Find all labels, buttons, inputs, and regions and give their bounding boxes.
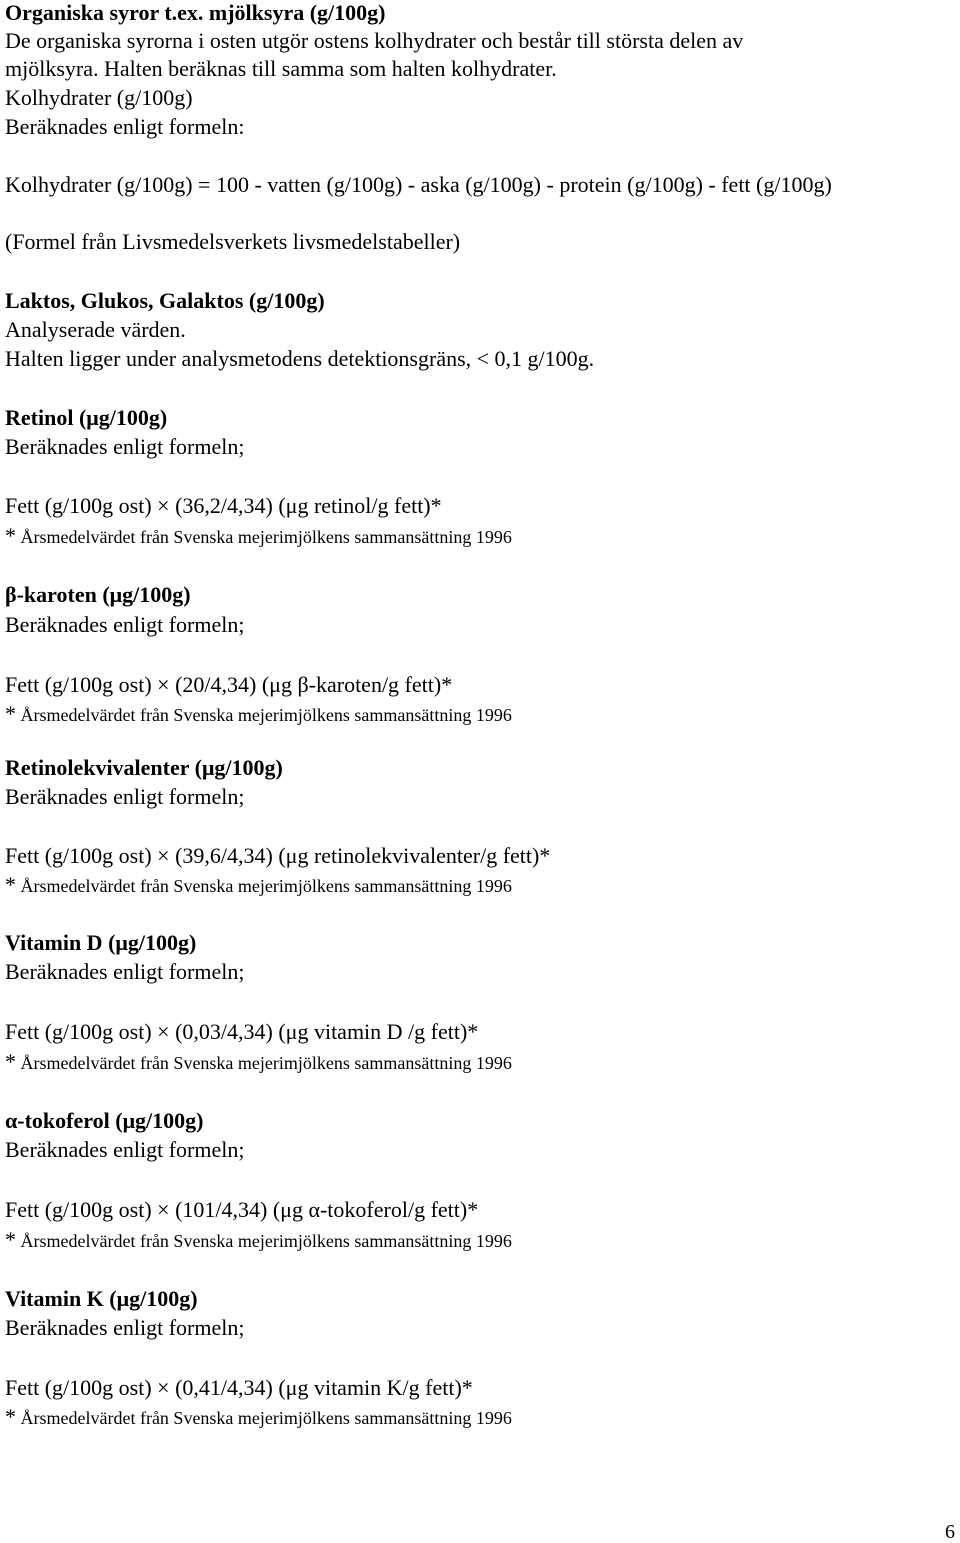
retinolekvivalenter-intro: Beräknades enligt formeln; <box>5 784 245 809</box>
footnote-star: * <box>5 1227 16 1252</box>
beta-karoten-intro: Beräknades enligt formeln; <box>5 612 245 637</box>
sugars-text-2: Halten ligger under analysmetodens detektionsgräns, < 0,1 g/100g. <box>5 346 595 371</box>
vitamin-k-heading: Vitamin K (μg/100g) <box>5 1286 198 1311</box>
footnote-text: Årsmedelvärdet från Svenska mejerimjölkens sammansättning 1996 <box>20 527 512 547</box>
footnote-star: * <box>5 701 16 726</box>
sugars-text-1: Analyserade värden. <box>5 317 186 342</box>
footnote-text: Årsmedelvärdet från Svenska mejerimjölkens sammansättning 1996 <box>20 1408 512 1428</box>
retinol-intro: Beräknades enligt formeln; <box>5 434 245 459</box>
vitamin-k-intro: Beräknades enligt formeln; <box>5 1315 245 1340</box>
footnote-star: * <box>5 1404 16 1429</box>
organic-acids-heading: Organiska syror t.ex. mjölksyra (g/100g) <box>5 0 386 25</box>
footnote-star: * <box>5 1049 16 1074</box>
vitamin-d-formula: Fett (g/100g ost) × (0,03/4,34) (μg vitamin D /g fett)* <box>5 1019 479 1044</box>
retinol-heading: Retinol (μg/100g) <box>5 405 168 430</box>
retinol-formula: Fett (g/100g ost) × (36,2/4,34) (μg retinol/g fett)* <box>5 493 442 518</box>
alpha-tokoferol-intro: Beräknades enligt formeln; <box>5 1137 245 1162</box>
vitamin-d-intro: Beräknades enligt formeln; <box>5 959 245 984</box>
alpha-tokoferol-formula: Fett (g/100g ost) × (101/4,34) (μg α-tokoferol/g fett)* <box>5 1197 479 1222</box>
carbohydrates-source: (Formel från Livsmedelsverkets livsmedelstabeller) <box>5 229 461 254</box>
footnote-text: Årsmedelvärdet från Svenska mejerimjölkens sammansättning 1996 <box>20 1053 512 1073</box>
footnote-star: * <box>5 523 16 548</box>
footnote-text: Årsmedelvärdet från Svenska mejerimjölkens sammansättning 1996 <box>20 1231 512 1251</box>
retinol-footnote <box>5 523 512 550</box>
vitamin-d-footnote <box>5 1049 512 1076</box>
carbohydrates-heading: Kolhydrater (g/100g) <box>5 85 193 110</box>
footnote-text: Årsmedelvärdet från Svenska mejerimjölkens sammansättning 1996 <box>20 705 512 725</box>
carbohydrates-intro: Beräknades enligt formeln: <box>5 114 245 139</box>
alpha-tokoferol-heading: α-tokoferol (μg/100g) <box>5 1108 204 1133</box>
beta-karoten-formula: Fett (g/100g ost) × (20/4,34) (μg β-karoten/g fett)* <box>5 672 453 697</box>
beta-karoten-footnote <box>5 701 512 728</box>
vitamin-k-formula: Fett (g/100g ost) × (0,41/4,34) (μg vitamin K/g fett)* <box>5 1375 473 1400</box>
vitamin-d-heading: Vitamin D (μg/100g) <box>5 930 197 955</box>
vitamin-k-footnote <box>5 1404 512 1431</box>
organic-acids-text-1: De organiska syrorna i osten utgör ostens kolhydrater och består till största delen av <box>5 28 744 53</box>
footnote-star: * <box>5 872 16 897</box>
organic-acids-text-2: mjölksyra. Halten beräknas till samma som halten kolhydrater. <box>5 56 557 81</box>
beta-karoten-heading: β-karoten (μg/100g) <box>5 582 191 607</box>
sugars-heading: Laktos, Glukos, Galaktos (g/100g) <box>5 288 325 313</box>
carbohydrates-formula: Kolhydrater (g/100g) = 100 - vatten (g/100g) - aska (g/100g) - protein (g/100g) - fett (g/100g) <box>5 172 832 197</box>
alpha-tokoferol-footnote <box>5 1227 512 1254</box>
retinolekvivalenter-footnote <box>5 872 512 899</box>
retinolekvivalenter-heading: Retinolekvivalenter (μg/100g) <box>5 755 283 780</box>
retinolekvivalenter-formula: Fett (g/100g ost) × (39,6/4,34) (μg retinolekvivalenter/g fett)* <box>5 843 551 868</box>
page-number: 6 <box>945 1521 955 1543</box>
footnote-text: Årsmedelvärdet från Svenska mejerimjölkens sammansättning 1996 <box>20 876 512 896</box>
